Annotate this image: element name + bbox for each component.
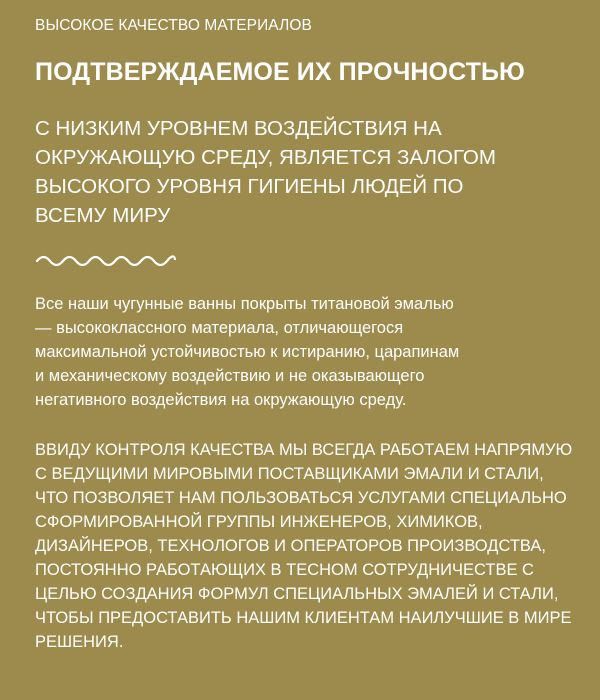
wave-divider-icon [35,250,177,268]
eyebrow-label: ВЫСОКОЕ КАЧЕСТВО МАТЕРИАЛОВ [35,17,312,34]
paragraph-quality-control: ВВИДУ КОНТРОЛЯ КАЧЕСТВА МЫ ВСЕГДА РАБОТАЕМ НАПРЯМУЮ С ВЕДУЩИМИ МИРОВЫМИ ПОСТАВЩИКАМИ ЭМАЛИ И СТАЛИ, ЧТО ПОЗВОЛЯЕТ НАМ ПОЛЬЗОВАТЬСЯ УСЛУГАМИ СПЕЦИАЛЬНО СФОРМИРОВАННОЙ ГРУППЫ ИНЖЕНЕРОВ, ХИМИКОВ, ДИЗАЙНЕРОВ, ТЕХНОЛОГОВ И ОПЕРАТОРОВ ПРОИЗВОДСТВА, ПОСТОЯННО РАБОТАЮЩИХ В ТЕСНОМ СОТРУДНИЧЕСТВЕ С ЦЕЛЬЮ СОЗДАНИЯ ФОРМУЛ СПЕЦИАЛЬНЫХ ЭМАЛЕЙ И СТАЛИ, ЧТОБЫ ПРЕДОСТАВИТЬ НАШИМ КЛИЕНТАМ НАИЛУЧШИЕ В МИРЕ РЕШЕНИЯ. [35,441,573,651]
page-title: ПОДТВЕРЖДАЕМОЕ ИХ ПРОЧНОСТЬЮ [35,58,525,86]
paragraph-enamel: Все наши чугунные ванны покрыты титановой эмалью — высококлассного материала, отличающегося максимальной устойчивостью к истиранию, царапинам и механическому воздействию и не оказывающего негативного воздействия на окружающую среду. [35,295,460,409]
subtitle: С НИЗКИМ УРОВНЕМ ВОЗДЕЙСТВИЯ НА ОКРУЖАЮЩУЮ СРЕДУ, ЯВЛЯЕТСЯ ЗАЛОГОМ ВЫСОКОГО УРОВНЯ ГИГИЕНЫ ЛЮДЕЙ ПО ВСЕМУ МИРУ [35,117,496,227]
